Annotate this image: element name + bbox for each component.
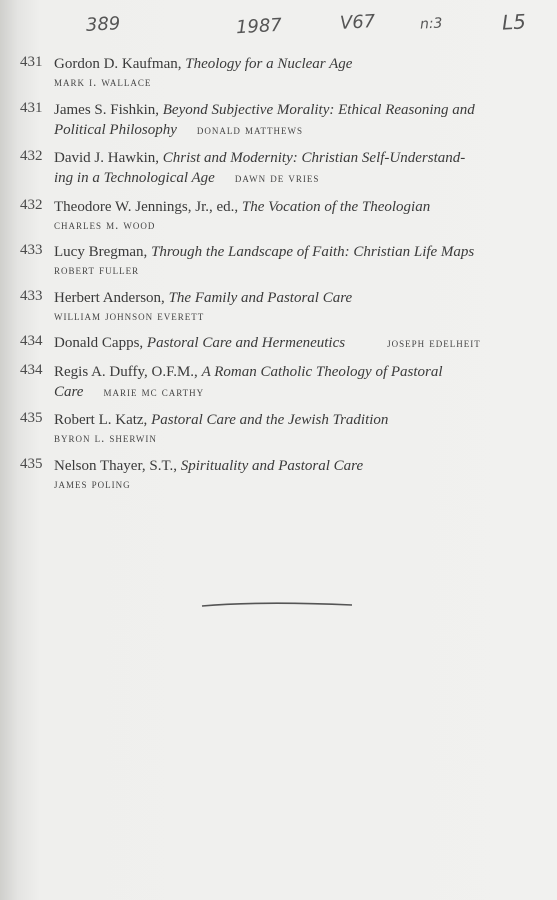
book-title: Christ and Modernity: Christian Self-Understand-: [162, 150, 466, 166]
review-entry: [20, 242, 500, 279]
page-number: 435: [20, 410, 43, 426]
book-author: Herbert Anderson,: [54, 289, 165, 306]
reviewer-name: dawn de vries: [234, 171, 320, 185]
book-title-continued: Care: [54, 383, 84, 400]
page-number: 435: [20, 455, 43, 472]
page-number: 432: [20, 196, 43, 213]
book-author: Donald Capps,: [54, 335, 144, 351]
book-title-continued: ing in a Technological Age: [54, 170, 215, 186]
review-entry: [20, 148, 500, 188]
page-number: 431: [20, 54, 43, 70]
review-entry: [20, 100, 500, 140]
reviewer-name: marie mc carthy: [103, 384, 205, 399]
book-author: Robert L. Katz,: [54, 412, 148, 428]
reviewer-name: mark i. wallace: [54, 75, 152, 89]
handwritten-note: 389: [85, 13, 121, 36]
review-entry: [20, 54, 500, 91]
handwritten-note: V67: [339, 11, 376, 34]
book-author: James S. Fishkin,: [54, 101, 160, 118]
book-title: Through the Landscape of Faith: Christian Life Maps: [151, 244, 475, 260]
reviewer-name: james poling: [54, 476, 131, 491]
handwritten-note: n:3: [419, 15, 443, 33]
book-title: Pastoral Care and Hermeneutics: [146, 335, 346, 351]
page-number: 433: [20, 242, 43, 258]
book-author: Regis A. Duffy, O.F.M.,: [54, 363, 198, 380]
reviewer-name: joseph edelheit: [387, 336, 481, 350]
section-divider: [200, 600, 355, 610]
book-title: A Roman Catholic Theology of Pastoral: [201, 363, 443, 380]
reviewer-name: donald matthews: [196, 122, 304, 137]
book-title-continued: Political Philosophy: [54, 121, 177, 138]
book-author: David J. Hawkin,: [54, 150, 159, 166]
review-entry: [20, 456, 500, 493]
page-number: 431: [20, 99, 43, 116]
handwritten-note: 1987: [235, 14, 283, 39]
book-title: The Vocation of the Theologian: [241, 198, 431, 215]
reviewer-name: byron l. sherwin: [54, 431, 157, 445]
handwritten-notes: [0, 8, 557, 48]
review-entry: [20, 410, 500, 447]
handwritten-note: L5: [501, 9, 527, 35]
review-entry: [20, 333, 500, 353]
page-number: 432: [20, 148, 43, 164]
review-entry: [20, 288, 500, 325]
page-number: 434: [20, 333, 43, 349]
review-list: [20, 54, 500, 501]
reviewer-name: robert fuller: [54, 263, 140, 277]
book-title: Spirituality and Pastoral Care: [180, 457, 364, 474]
book-author: Theodore W. Jennings, Jr., ed.,: [54, 198, 239, 215]
reviewer-name: william johnson everett: [54, 308, 205, 323]
book-title: Beyond Subjective Morality: Ethical Reasoning and: [162, 101, 475, 118]
book-title: The Family and Pastoral Care: [168, 289, 353, 306]
page-number: 434: [20, 361, 43, 378]
book-author: Lucy Bregman,: [54, 244, 148, 260]
book-author: Gordon D. Kaufman,: [54, 56, 182, 72]
page-number: 433: [20, 287, 43, 304]
reviewer-name: charles m. wood: [54, 217, 156, 232]
review-entry: [20, 362, 500, 402]
review-entry: [20, 197, 500, 234]
book-title: Pastoral Care and the Jewish Tradition: [151, 412, 389, 428]
book-author: Nelson Thayer, S.T.,: [54, 457, 177, 474]
book-title: Theology for a Nuclear Age: [185, 56, 353, 72]
